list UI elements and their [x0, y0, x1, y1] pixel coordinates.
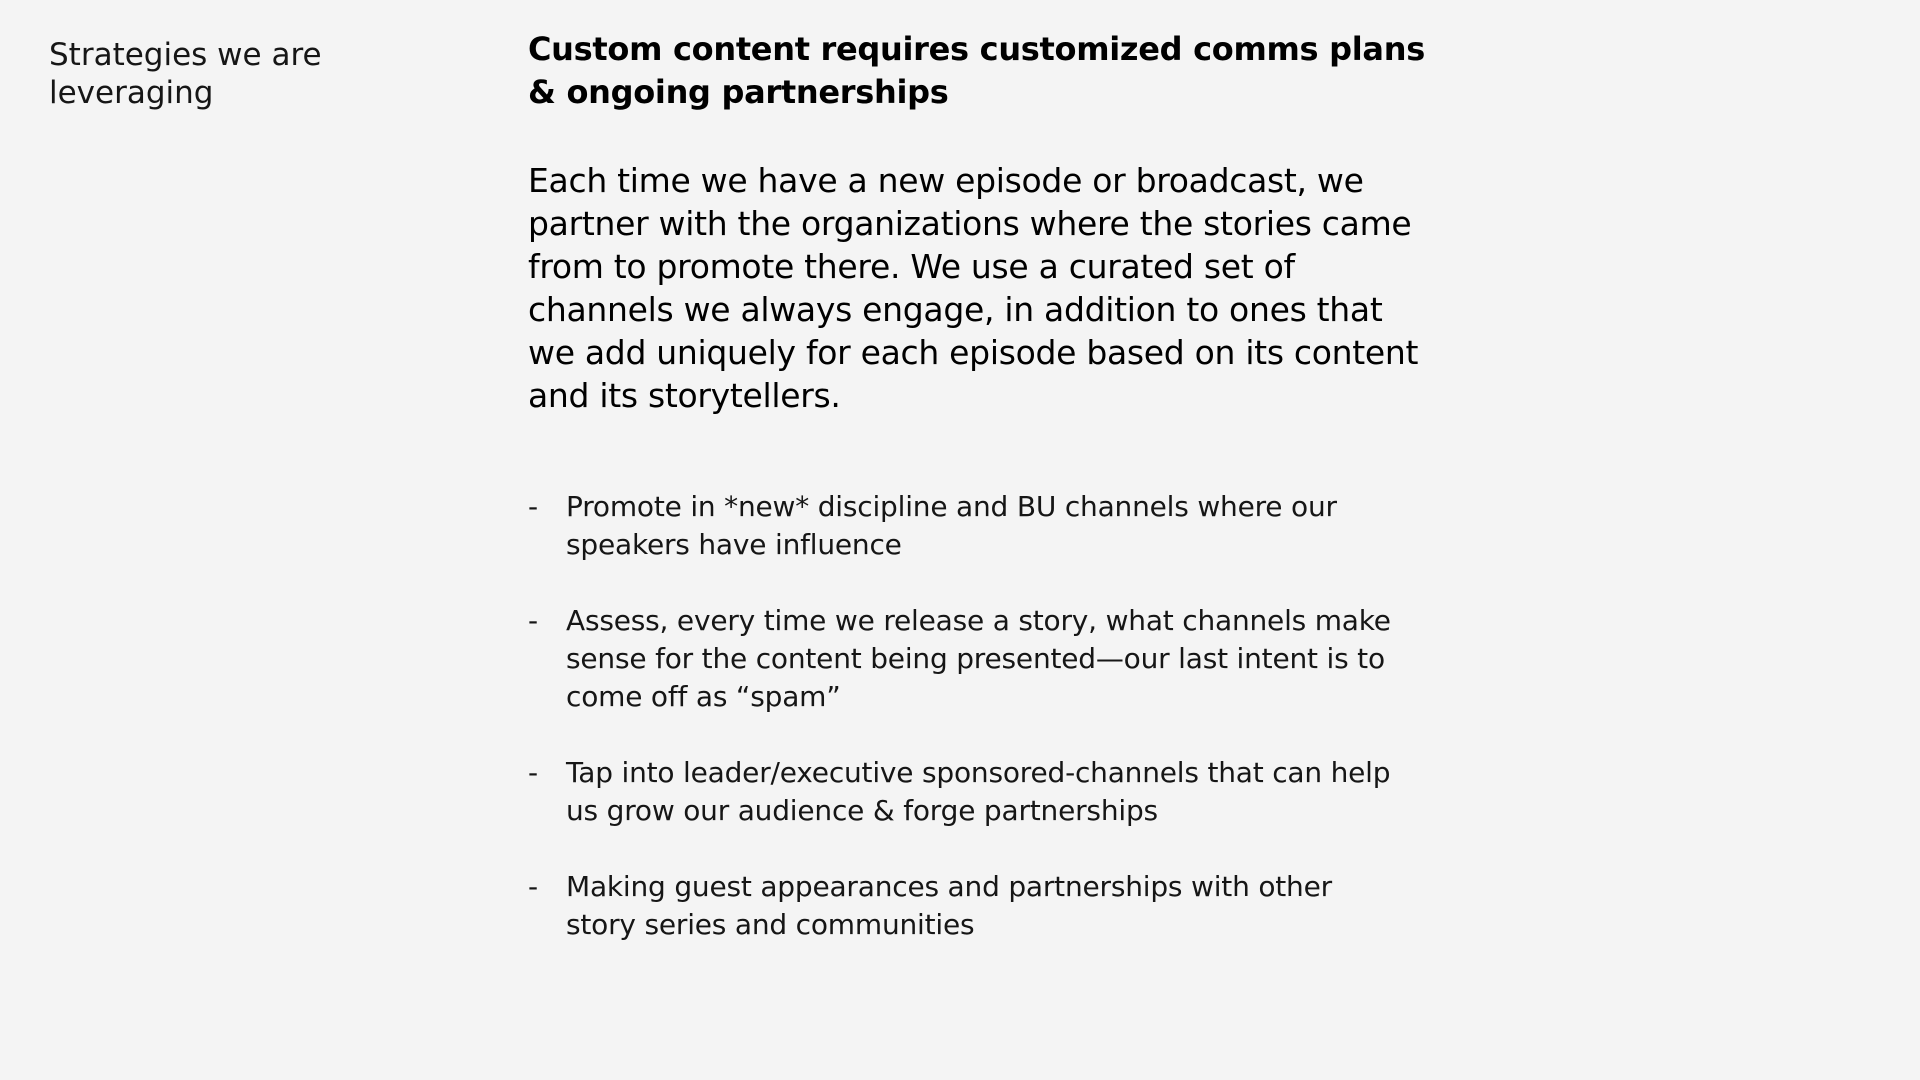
bullet-item	[528, 754, 1428, 830]
bullet-text: Assess, every time we release a story, what channels make sense for the content being presented—our last intent is to come off as “spam”	[566, 604, 1391, 713]
bullet-item	[528, 488, 1428, 564]
bullet-text: Promote in *new* discipline and BU channels where our speakers have influence	[566, 490, 1337, 561]
intro-paragraph: Each time we have a new episode or broadcast, we partner with the organizations where the stories came from to promote there. We use a curated set of channels we always engage, in addition to ones that we add uniquely for each episode based on its content and its storytellers.	[528, 161, 1419, 415]
bullet-text: Making guest appearances and partnerships with other story series and communities	[566, 870, 1332, 941]
bullet-item	[528, 602, 1428, 716]
bullet-list	[528, 488, 1428, 944]
bullet-text: Tap into leader/executive sponsored-channels that can help us grow our audience & forge partnerships	[566, 756, 1391, 827]
slide-headline: Custom content requires customized comms plans & ongoing partnerships	[528, 30, 1425, 111]
bullet-dash: -	[528, 870, 538, 903]
content-column	[528, 28, 1428, 982]
bullet-dash: -	[528, 490, 538, 523]
bullet-dash: -	[528, 756, 538, 789]
bullet-dash: -	[528, 604, 538, 637]
bullet-item	[528, 868, 1428, 944]
section-label: Strategies we are leveraging	[49, 37, 322, 111]
